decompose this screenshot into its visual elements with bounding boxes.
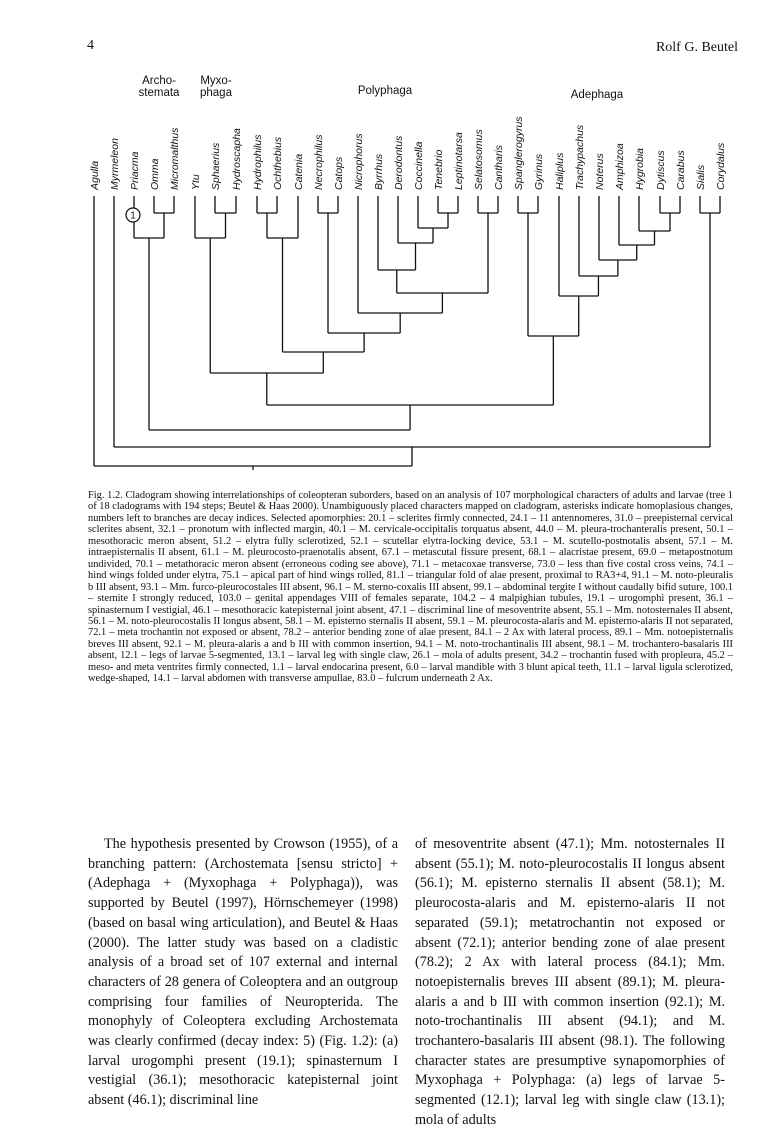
taxon-label-haliplus: Haliplus — [554, 152, 566, 190]
cladogram-figure — [0, 60, 780, 480]
group-label-polyphaga: Polyphaga — [357, 85, 413, 97]
taxon-label-catops: Catops — [333, 156, 345, 190]
page-number: 4 — [87, 38, 94, 53]
taxon-label-leptinotarsa: Leptinotarsa — [453, 132, 465, 190]
taxon-label-myrmeleon: Myrmeleon — [109, 138, 121, 190]
svg-text:1: 1 — [130, 210, 136, 222]
taxon-label-ochthebius: Ochthebius — [272, 136, 284, 190]
taxon-label-selatosomus: Selatosomus — [473, 129, 485, 190]
taxon-label-dytiscus: Dytiscus — [655, 150, 667, 190]
body-paragraph: The hypothesis presented by Crowson (1955), of a branching pattern: (Archostemata [sensu stricto] + (Adephaga + (Myxophaga + Polyphaga)), was supported by Beutel (1997), Hörnschemeyer (1998) (based on basal wing articulation), and Beutel & Haas (2000). The latter study was based on a cladistic analysis of a broad set of 107 external and internal characters of 28 genera of Coleoptera and an outgroup comprising four families of Neuropterida. The monophyly of Coleoptera excluding Archostemata was clearly confirmed (decay index: 5) (Fig. 1.2): (a) larval urogomphi present (19.1); spinasternum I vestigial (36.1); mesothoracic katepisternal joint absent (46.1); discriminal line — [88, 836, 398, 1109]
taxon-label-trachypachus: Trachypachus — [574, 124, 586, 190]
taxon-label-cantharis: Cantharis — [493, 145, 505, 190]
body-column-right — [415, 835, 725, 1131]
taxon-label-tenebrio: Tenebrio — [433, 149, 445, 190]
group-label-adephaga: Adephaga — [570, 89, 624, 101]
taxon-label-gyrinus: Gyrinus — [533, 153, 545, 190]
taxon-label-hydroscapha: Hydroscapha — [231, 128, 243, 190]
running-head-author: Rolf G. Beutel — [655, 40, 738, 55]
taxon-label-priacma: Priacma — [129, 151, 141, 190]
taxon-label-noterus: Noterus — [594, 153, 606, 190]
taxon-label-amphizoa: Amphizoa — [614, 143, 626, 190]
taxon-label-omma: Omma — [149, 158, 161, 190]
taxon-label-derodontus: Derodontus — [393, 135, 405, 190]
taxon-label-hygrobia: Hygrobia — [634, 147, 646, 190]
taxon-label-micromalthus: Micromalthus — [169, 127, 181, 190]
figure-caption: Fig. 1.2. Cladogram showing interrelationships of coleopteran suborders, based on an analysis of 107 morphological characters of adults and larvae (tree 1 of 18 cladograms with 194 steps; Beutel & Haas 2000). Unambiguously placed characters mapped on cladogram, asterisks indicate homoplasious changes, numbers left to branches are decay indices. Selected apomorphies: 20.1 – sclerites firmly connected, 24.1 – 11 antennomeres, 31.0 – preepisternal cervical sclerites absent, 32.1 – pronotum with inflected margin, 40.1 – M. cervicale-occipitalis torquatus absent, 44.0 – M. pleura-trochanteralis present, 50.1 – mesothoracic meron absent, 51.2 – elytra fully sclerotized, 52.1 – scutellar elytra-locking device, 53.1 – M. scutello-postnotalis absent, 57.1 – M. intraepisternalis II absent, 61.1 – M. pleurocosto-praenotalis absent, 67.1 – metascutal fissure present, 68.1 – alacristae present, 69.0 – metapostnotum undivided, 70.1 – metathoracic meron absent (erroneous coding see above), 71.1 – metacoxae transverse, 73.0 – less than five costal cross veins, 74.1 – hind wings folded under elytra, 75.1 – apical part of hind wings rolled, 81.1 – triangular fold of alae present, proximal to RA3+4, 91.1 – M. noto-pleuralis b III absent, 93.1 – Mm. furco-pleurocostales III absent, 96.1 – M. sterno-coxalis III absent, 99.1 – abdominal tergite I without caudally bifid suture, 100.1 – sternite I strongly reduced, 103.0 – genital appendages VIII of females separate, 104.2 – 4 malpighian tubules, 19.1 – urogomphi present, 36.1 – spinasternum I vestigial, 46.1 – mesothoracic katepisternal joint absent, 47.1 – discriminal line of mesoventrite absent, 55.1 – Mm. notosternales II absent, 56.1 – M. noto-pleurocostalis II longus absent, 58.1 – M. episterno sternalis II absent, 59.1 – M. pleurocosta-alaris and M. episterno-alaris II not separated, 72.1 – meta trochantin not exposed or absent, 78.2 – anterior bending zone of alae present, 84.1 – 2 Ax with lateral process, 89.1 – Mm. notoepisternalis breves III absent, 92.1 – M. pleura-alaris a and b III with common insertion, 94.1 – M. noto-trochantinalis III absent, 98.1 – M. trochantero-basalaris III absent, 12.1 – legs of larvae 5-segmented, 13.1 – larval leg with single claw, 26.1 – mola of adults present, 34.2 – trochantin fused with propleura, 45.2 – meso- and meta ventrites firmly connected, 1.1 – larval endocarina present, 6.0 – larval mandible with 3 blunt apical teeth, 11.1 – larval ligula sclerotized, wedge-shaped, 14.1 – larval abdomen with transverse ampullae, 83.0 – fulcrum underneath 2 Ax. — [88, 490, 733, 685]
taxon-label-carabus: Carabus — [675, 150, 687, 190]
group-label-archostemata: Archo-stemata — [138, 75, 180, 99]
taxon-label-corydalus: Corydalus — [715, 142, 727, 190]
taxon-label-hydrophilus: Hydrophilus — [252, 134, 264, 190]
taxon-label-sialis: Sialis — [695, 164, 707, 190]
taxon-label-coccinella: Coccinella — [413, 141, 425, 190]
taxon-label-spanglerogyrus: Spanglerogyrus — [513, 116, 525, 190]
taxon-label-nicrophorus: Nicrophorus — [353, 133, 365, 190]
body-column-left — [88, 835, 398, 1111]
taxon-label-necrophilus: Necrophilus — [313, 134, 325, 190]
body-paragraph: of mesoventrite absent (47.1); Mm. notosternales II absent (55.1); M. noto-pleurocostalis II longus absent (56.1); M. episterno sternalis II absent (58.1); M. pleurocosta-alaris and M. episterno-alaris II not separated (59.1); metatrochantin not exposed or absent (72.1); anterior bending zone of alae present (78.2); 2 Ax with lateral process (84.1); Mm. notoepisternalis breves III absent (89.1); M. pleura-alaris a and b III with common insertion (92.1); M. noto-trochantinalis III absent (94.1); and M. trochantero-basalaris III absent (98.1). The following character states are presumptive synapomorphies of Myxophaga + Polyphaga: (a) legs of larvae 5-segmented (12.1); larval leg with single claw (13.1); mola of adults — [415, 836, 725, 1128]
taxon-label-byrrhus: Byrrhus — [373, 153, 385, 190]
taxon-label-ytu: Ytu — [190, 174, 202, 190]
taxon-label-agulla: Agulla — [89, 160, 101, 190]
node-n_arch — [126, 208, 140, 222]
taxon-label-catenia: Catenia — [293, 153, 305, 190]
taxon-label-sphaerius: Sphaerius — [210, 142, 222, 190]
group-label-myxophaga: Myxo-phaga — [200, 75, 232, 99]
